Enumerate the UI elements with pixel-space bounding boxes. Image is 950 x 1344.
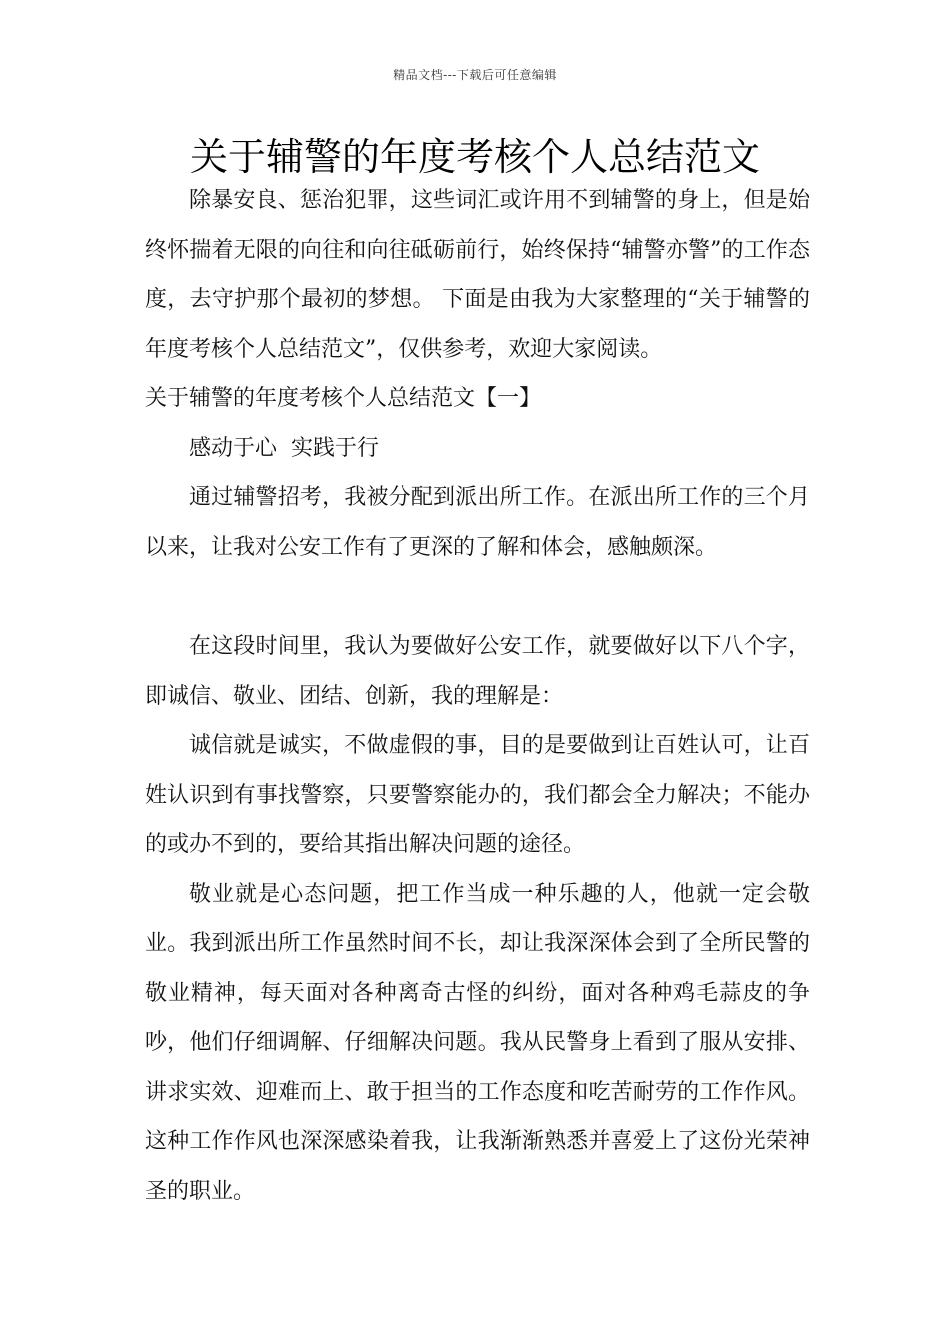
paragraph-assignment: 通过辅警招考，我被分配到派出所工作。在派出所工作的三个月以来，让我对公安工作有了更深的了解和体会，感触颇深。 xyxy=(145,485,810,560)
section-heading: 关于辅警的年度考核个人总结范文【一】 xyxy=(145,386,542,411)
paragraph-integrity: 诚信就是诚实，不做虚假的事，目的是要做到让百姓认可，让百姓认识到有事找警察，只要警察能办的，我们都会全力解决；不能办的或办不到的，要给其指出解决问题的途径。 xyxy=(145,733,810,857)
section-subtitle: 感动于心 实践于行 xyxy=(189,435,379,461)
header-note: 精品文档---下载后可任意编辑 xyxy=(393,68,557,82)
intro-paragraph: 除暴安良、惩治犯罪，这些词汇或许用不到辅警的身上，但是始终怀揣着无限的向往和向往砥砺前行，始终保持“辅警亦警”的工作态度，去守护那个最初的梦想。 下面是由我为大家整理的“关于辅警的年度考核个人总结范文”，仅供参考，欢迎大家阅读。 xyxy=(145,188,810,362)
paragraph-dedication: 敬业就是心态问题，把工作当成一种乐趣的人，他就一定会敬业。我到派出所工作虽然时间不长，却让我深深体会到了全所民警的敬业精神，每天面对各种离奇古怪的纠纷，面对各种鸡毛蒜皮的争吵，他们仔细调解、仔细解决问题。我从民警身上看到了服从安排、讲求实效、迎难而上、敢于担当的工作态度和吃苦耐劳的工作作风。这种工作作风也深深感染着我，让我渐渐熟悉并喜爱上了这份光荣神圣的职业。 xyxy=(145,881,810,1204)
document-body xyxy=(145,176,810,1216)
document-title: 关于辅警的年度考核个人总结范文 xyxy=(189,135,760,179)
blank-line xyxy=(145,572,810,622)
paragraph-eight-words: 在这段时间里，我认为要做好公安工作，就要做好以下八个字，即诚信、敬业、团结、创新，我的理解是： xyxy=(145,634,810,709)
